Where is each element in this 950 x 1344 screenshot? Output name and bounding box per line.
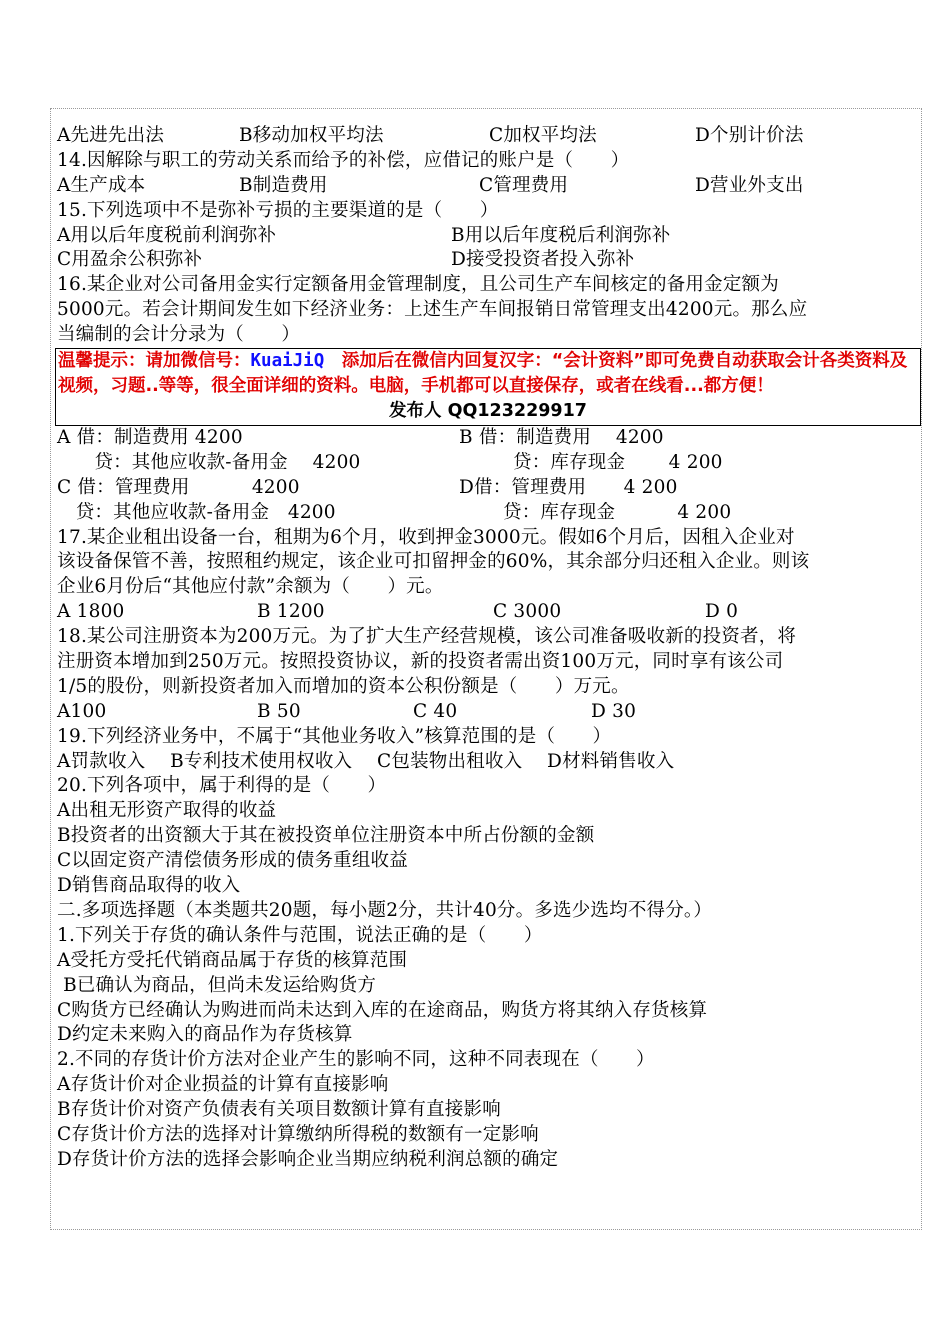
- q16-line1: 16.某企业对公司备用金实行定额备用金管理制度，且公司生产车间核定的备用金定额为: [57, 274, 779, 296]
- m2-option-a: A存货计价对企业损益的计算有直接影响: [57, 1074, 389, 1096]
- m1-option-a: A受托方受托代销商品属于存货的核算范围: [57, 949, 408, 971]
- q14-stem: 14.因解除与职工的劳动关系而给予的补偿，应借记的账户是（ ）: [57, 149, 630, 171]
- publisher-line: 发布人 QQ123229917: [389, 401, 587, 422]
- q14-option-d: D营业外支出: [695, 174, 804, 196]
- q16-options-row4: [57, 501, 919, 526]
- q15-option-a: A用以后年度税前利润弥补: [57, 224, 277, 246]
- q16-option-a-credit: 贷：其他应收款-备用金 4200: [57, 451, 361, 473]
- q19-options: A罚款收入 B专利技术使用权收入 C包装物出租收入 D材料销售收入: [57, 750, 675, 772]
- q16-option-c-credit: 贷：其他应收款-备用金 4200: [57, 501, 336, 523]
- q17-option-b: B 1200: [257, 601, 325, 623]
- q16-line2: 5000元。若会计期间发生如下经济业务：上述生产车间报销日常管理支出4200元。那么应: [57, 299, 808, 321]
- m1-option-c: C购货方已经确认为购进而尚未达到入库的在途商品，购货方将其纳入存货核算: [57, 999, 708, 1021]
- q17-line1: 17.某企业租出设备一台，租期为6个月，收到押金3000元。假如6个月后，因租入企业对: [57, 526, 795, 548]
- q20-option-d: D销售商品取得的收入: [57, 875, 241, 897]
- q13-option-a: A先进先出法: [57, 125, 165, 146]
- q17-line2: 该设备保管不善，按照租约规定，该企业可扣留押金的60%，其余部分归还租入企业。则该: [57, 551, 810, 573]
- q15-stem: 15.下列选项中不是弥补亏损的主要渠道的是（ ）: [57, 199, 499, 221]
- m1-stem: 1.下列关于存货的确认条件与范围，说法正确的是（ ）: [57, 924, 543, 946]
- m1-option-b: B已确认为商品，但尚未发运给购货方: [57, 974, 377, 996]
- q18-options: [57, 700, 919, 725]
- q18-line2: 注册资本增加到250万元。按照投资协议，新的投资者需出资100万元，同时享有该公司: [57, 651, 784, 673]
- m2-option-c: C存货计价方法的选择对计算缴纳所得税的数额有一定影响: [57, 1123, 539, 1145]
- wechat-id: KuaiJiQ: [250, 351, 325, 372]
- q15-options-row2: [57, 248, 919, 273]
- q14-options: [57, 174, 919, 199]
- q20-stem: 20.下列各项中，属于利得的是（ ）: [57, 775, 387, 797]
- q18-option-a: A100: [57, 700, 107, 722]
- q17-line3: 企业6月份后“其他应付款”余额为（ ）元。: [57, 576, 444, 598]
- q17-options: [57, 600, 919, 625]
- promo-notice-box: [55, 348, 921, 426]
- q20-option-b: B投资者的出资额大于其在被投资单位注册资本中所占份额的金额: [57, 825, 595, 847]
- q13-option-c: C加权平均法: [489, 125, 597, 146]
- q14-option-c: C管理费用: [479, 174, 569, 196]
- m2-stem: 2.不同的存货计价方法对企业产生的影响不同，这种不同表现在（ ）: [57, 1049, 655, 1071]
- q16-options-row3: [57, 476, 919, 501]
- q20-option-a: A出租无形资产取得的收益: [57, 800, 277, 822]
- q16-option-b-debit: B 借：制造费用 4200: [459, 427, 664, 449]
- q16-option-d-credit: 贷：库存现金 4 200: [503, 501, 732, 523]
- q18-option-d: D 30: [591, 700, 637, 722]
- q17-option-c: C 3000: [493, 601, 562, 623]
- m2-option-d: D存货计价方法的选择会影响企业当期应纳税利润总额的确定: [57, 1148, 559, 1170]
- q16-option-a-debit: A 借：制造费用 4200: [57, 427, 243, 449]
- q17-option-d: D 0: [705, 601, 739, 623]
- q15-option-b: B用以后年度税后利润弥补: [451, 224, 671, 246]
- q16-options-row2: [57, 451, 919, 476]
- q16-option-c-debit: C 借：管理费用 4200: [57, 476, 300, 498]
- q18-line3: 1/5的股份，则新投资者加入而增加的资本公积份额是（ ）万元。: [57, 675, 630, 697]
- q14-option-b: B制造费用: [239, 174, 328, 196]
- notice-suffix: 添加后在微信内回复汉字：“会计资料”即可免费自动获取会计各类资料及视频，习题..等等，很全面详细的资料。电脑，手机都可以直接保存，或者在线看...都方便！: [58, 351, 908, 397]
- q18-line1: 18.某公司注册资本为200万元。为了扩大生产经营规模，该公司准备吸收新的投资者，将: [57, 626, 797, 648]
- q13-options: [57, 124, 919, 149]
- q16-option-b-credit: 贷：库存现金 4 200: [513, 451, 723, 473]
- q16-options-row1: [57, 426, 919, 451]
- q13-option-d: D个别计价法: [695, 125, 804, 146]
- q16-option-d-debit: D借：管理费用 4 200: [459, 476, 678, 498]
- q18-option-b: B 50: [257, 700, 301, 722]
- m2-option-b: B存货计价对资产负债表有关项目数额计算有直接影响: [57, 1099, 501, 1121]
- q15-option-c: C用盈余公积弥补: [57, 249, 203, 271]
- q20-option-c: C以固定资产清偿债务形成的债务重组收益: [57, 850, 408, 872]
- q19-stem: 19.下列经济业务中，不属于“其他业务收入”核算范围的是（ ）: [57, 725, 612, 747]
- notice-prefix: 温馨提示：请加微信号：: [58, 351, 251, 372]
- promo-notice-text: [58, 349, 918, 399]
- q15-options-row1: [57, 224, 919, 249]
- document-body: [57, 124, 919, 1173]
- q13-option-b: B移动加权平均法: [239, 125, 384, 146]
- m1-option-d: D约定未来购入的商品作为存货核算: [57, 1024, 353, 1046]
- q16-line3: 当编制的会计分录为（ ）: [57, 324, 301, 346]
- q18-option-c: C 40: [413, 700, 458, 722]
- section2-heading: 二.多项选择题（本类题共20题，每小题2分，共计40分。多选少选均不得分。）: [57, 899, 713, 921]
- q15-option-d: D接受投资者投入弥补: [451, 249, 635, 271]
- q14-option-a: A生产成本: [57, 174, 146, 196]
- q17-option-a: A 1800: [57, 601, 125, 623]
